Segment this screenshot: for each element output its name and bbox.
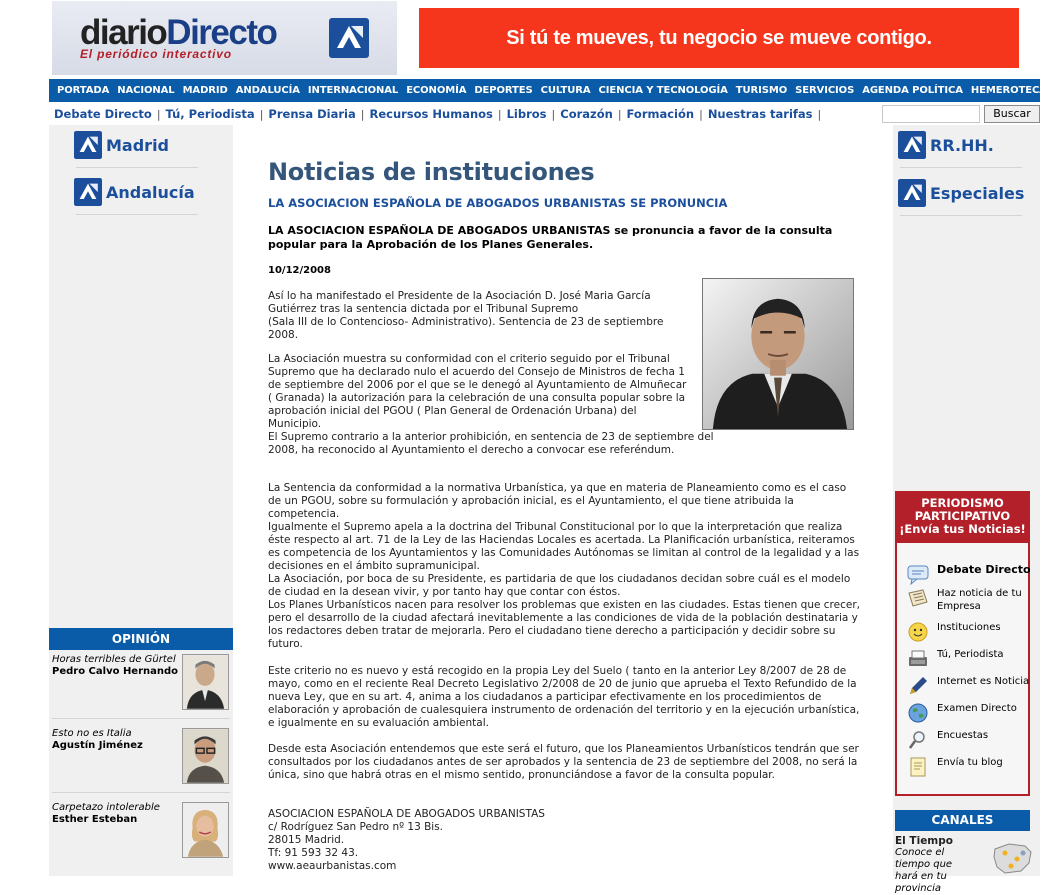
article-date: 10/12/2008 bbox=[268, 265, 331, 276]
subnav-item[interactable]: Tú, Periodista bbox=[165, 107, 255, 121]
opinion-item[interactable]: Carpetazo intolerable Esther Esteban bbox=[52, 802, 232, 862]
article-paragraph: La Asociación muestra su conformidad con el criterio seguido por el Tribunal Supremo que ha declarado nulo el acuerdo del Consejo de Ministros de fecha 1 de septiembre del 2006 por el que se le denegó al Ayuntamiento de Almuñecar ( Granada) la autorización para la celebración de una consulta popular sobre la aprobación inicial del PGOU ( Plan General de Ordenación Urbana) del Municipio. bbox=[268, 353, 687, 430]
opinion-item[interactable]: Horas terribles de Gürtel Pedro Calvo Hernando bbox=[52, 654, 232, 714]
weather-title: El Tiempo bbox=[895, 835, 953, 847]
opinion-item[interactable]: Esto no es Italia Agustín Jiménez bbox=[52, 728, 232, 788]
section-link-especiales[interactable]: Especiales bbox=[898, 179, 1024, 207]
divider bbox=[52, 718, 230, 719]
divider bbox=[900, 167, 1022, 168]
magnifier-icon bbox=[907, 729, 929, 751]
sub-nav: Debate Directo | Tú, Periodista | Prensa Diaria | Recursos Humanos | Libros | Corazón | Formación | Nuestras tarifas | bbox=[54, 107, 822, 121]
subnav-item[interactable]: Libros bbox=[506, 107, 547, 121]
section-link-andalucia[interactable]: Andalucía bbox=[74, 178, 195, 206]
subnav-item[interactable]: Corazón bbox=[560, 107, 613, 121]
main-nav bbox=[49, 79, 1047, 102]
author-photo bbox=[182, 802, 229, 858]
pp-item-envia-blog[interactable]: Envía tu blog bbox=[907, 756, 1031, 778]
newspaper-icon bbox=[907, 587, 929, 609]
pp-item-encuestas[interactable]: Encuestas bbox=[907, 729, 1031, 751]
divider bbox=[900, 215, 1022, 216]
nav-item[interactable]: CULTURA bbox=[540, 85, 591, 96]
search-input[interactable] bbox=[882, 105, 980, 123]
divider bbox=[76, 167, 198, 168]
article-signature: ASOCIACION ESPAÑOLA DE ABOGADOS URBANISTAS c/ Rodríguez San Pedro nº 13 Bis. 28015 Madrid. Tf: 91 593 32 43. www.aeaurbanistas.com bbox=[268, 808, 545, 872]
notepad-icon bbox=[907, 756, 929, 778]
author-photo bbox=[182, 654, 229, 710]
article-headline[interactable]: LA ASOCIACION ESPAÑOLA DE ABOGADOS URBANISTAS SE PRONUNCIA bbox=[268, 196, 728, 210]
ad-banner[interactable]: Si tú te mueves, tu negocio se mueve contigo. bbox=[419, 8, 1019, 68]
nav-item[interactable]: ANDALUCÍA bbox=[235, 85, 300, 96]
search-button[interactable]: Buscar bbox=[984, 105, 1040, 123]
nav-item[interactable]: INTERNACIONAL bbox=[307, 85, 399, 96]
participative-box bbox=[895, 491, 1030, 796]
divider bbox=[52, 792, 230, 793]
pp-item-instituciones[interactable]: Instituciones bbox=[907, 621, 1031, 643]
divider bbox=[76, 214, 198, 215]
subnav-item[interactable]: Prensa Diaria bbox=[268, 107, 356, 121]
author-photo bbox=[182, 728, 229, 784]
pp-item-internet-noticia[interactable]: Internet es Noticia bbox=[907, 675, 1031, 697]
president-photo bbox=[702, 278, 854, 430]
participative-header: PERIODISMO PARTICIPATIVO ¡Envía tus Noticias! bbox=[897, 493, 1028, 543]
nav-item[interactable]: HEMEROTECA bbox=[970, 85, 1047, 96]
nav-item[interactable]: TURISMO bbox=[735, 85, 788, 96]
globe-icon bbox=[907, 702, 929, 724]
diariodirecto-icon bbox=[74, 178, 102, 206]
opinion-header: OPINIÓN bbox=[49, 628, 233, 650]
diariodirecto-icon bbox=[74, 131, 102, 159]
article-paragraph: Así lo ha manifestado el Presidente de la Asociación D. José Maria García Gutiérrez tras la sentencia dictada por el Tribunal Supremo (Sala III de lo Contencioso- Administrativo). Sentencia de 23 de septiembre 2008. bbox=[268, 290, 664, 341]
canales-header: CANALES bbox=[895, 810, 1030, 831]
site-logo[interactable] bbox=[52, 1, 397, 75]
smiley-icon bbox=[907, 621, 929, 643]
weather-desc: Conoce el tiempo que hará en tu provincia bbox=[895, 847, 953, 894]
subnav-item[interactable]: Debate Directo bbox=[54, 107, 152, 121]
article-paragraph: Desde esta Asociación entendemos que este será el futuro, que los Planeamientos Urbanísticos tendrán que ser consultados por los ciudadanos antes de ser aprobados y la sentencia de 23 de septiembre del 2008, no será la única, sino que habrá otras en el mismo sentido, pronunciándose a favor de la consulta popular. bbox=[268, 743, 859, 781]
pp-item-tu-periodista[interactable]: Tú, Periodista bbox=[907, 648, 1031, 670]
page-title: Noticias de instituciones bbox=[268, 158, 595, 186]
logo-wordmark: diarioDirecto bbox=[80, 13, 277, 52]
diariodirecto-icon bbox=[898, 179, 926, 207]
weather-item[interactable] bbox=[895, 835, 1039, 894]
nav-item[interactable]: CIENCIA Y TECNOLOGÍA bbox=[598, 85, 728, 96]
pp-item-debate-directo[interactable]: Debate Directo bbox=[907, 563, 1031, 585]
chat-bubble-icon bbox=[907, 563, 929, 585]
nav-item[interactable]: AGENDA POLÍTICA bbox=[862, 85, 963, 96]
article-paragraph: El Supremo contrario a la anterior prohibición, en sentencia de 23 de septiembre del 2008, ha reconocido al Ayuntamiento el derecho a convocar ese referéndum. bbox=[268, 431, 714, 456]
nav-item[interactable]: SERVICIOS bbox=[795, 85, 855, 96]
subnav-item[interactable]: Recursos Humanos bbox=[369, 107, 493, 121]
nav-item[interactable]: NACIONAL bbox=[117, 85, 175, 96]
subnav-item[interactable]: Nuestras tarifas bbox=[707, 107, 813, 121]
pen-icon bbox=[907, 675, 929, 697]
section-link-rrhh[interactable]: RR.HH. bbox=[898, 131, 994, 159]
article-paragraph: La Sentencia da conformidad a la normativa Urbanística, ya que en materia de Planeamiento como es el caso de un PGOU, sobre su formulación y aprobación inicial, es el Ayuntamiento, el que tiene atribuida la competencia. Igualmente el Supremo apela a la doctrina del Tribunal Constitucional por lo que la interpretación que realiza éste respecto al art. 71 de la Ley de las Haciendas Locales es acertada. La Planificación urbanística, reiteramos es competencia de los Ayuntamientos y las Comunidades Autónomas se limitan al control de la legalidad y a las decisiones en el ámbito supramunicipal. La Asociación, por boca de su Presidente, es partidaria de que los ciudadanos decidan sobre cuál es el modelo de ciudad en la desean vivir, y por tanto hay que contar con éstos. Los Planes Urbanísticos nacen para resolver los problemas que existen en las ciudades. Estas tienen que crecer, pero el desarrollo de la ciudad afectará inevitablemente a las condiciones de vida de la población destinataria y los redactores deben tratar de mejorarla. Pero el ciudadano tiene derecho a participación y decidir sobre su futuro. bbox=[268, 482, 860, 650]
logo-tagline: El periódico interactivo bbox=[80, 47, 232, 61]
article-paragraph: Este criterio no es nuevo y está recogido en la propia Ley del Suelo ( tanto en la anterior Ley 8/2007 de 28 de mayo, como en el reciente Real Decreto Legislativo 2/2008 de 20 de junio que aprueba el Texto Refundido de la nueva Ley, que en su art. 4, anima a los ciudadanos a participar efectivamente en los procedimientos de elaboración y aprobación de cualesquiera instrumento de ordenación del territorio y en la ejecución urbanística, e igualmente en su evaluación ambiental. bbox=[268, 665, 860, 729]
pp-item-examen-directo[interactable]: Examen Directo bbox=[907, 702, 1031, 724]
spain-weather-map-icon bbox=[991, 841, 1035, 877]
diariodirecto-icon bbox=[898, 131, 926, 159]
logo-mark-icon bbox=[329, 18, 369, 58]
pp-item-haz-noticia[interactable]: Haz noticia de tu Empresa bbox=[907, 587, 1031, 613]
typewriter-icon bbox=[907, 648, 929, 670]
nav-item[interactable]: PORTADA bbox=[57, 85, 110, 96]
nav-item[interactable]: ECONOMÍA bbox=[406, 85, 467, 96]
article-lead: LA ASOCIACION ESPAÑOLA DE ABOGADOS URBANISTAS se pronuncia a favor de la consulta popular para la Aprobación de los Planes Generales. bbox=[268, 224, 833, 251]
subnav-item[interactable]: Formación bbox=[626, 107, 695, 121]
article bbox=[268, 155, 858, 276]
section-link-madrid[interactable]: Madrid bbox=[74, 131, 169, 159]
nav-item[interactable]: MADRID bbox=[182, 85, 228, 96]
nav-item[interactable]: DEPORTES bbox=[474, 85, 533, 96]
